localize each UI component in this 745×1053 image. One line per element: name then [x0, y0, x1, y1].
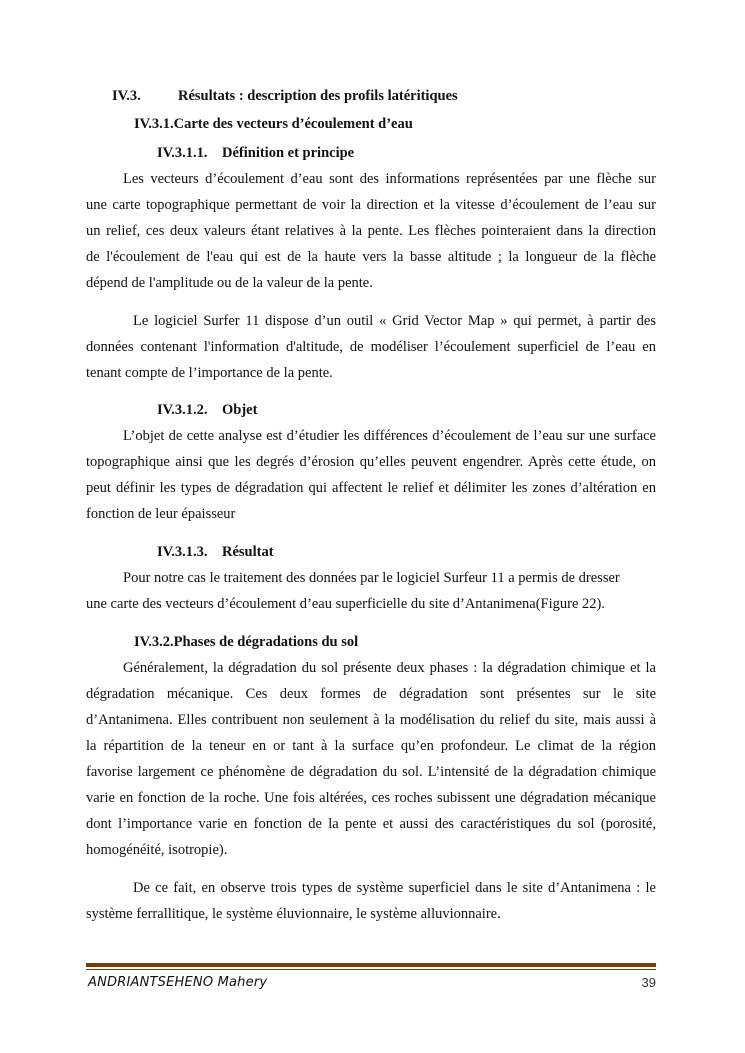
heading-iv3-1-1 — [157, 145, 354, 162]
text-line: tenant compte de l’importance de la pente. — [86, 365, 333, 381]
heading-number: IV.3. — [112, 88, 141, 104]
text-line: la répartition de la teneur en or tant à la surface qu’en profondeur. Le climat de la région — [86, 738, 656, 754]
heading-iv3-1-3 — [157, 544, 274, 561]
heading-number: IV.3.2. — [134, 634, 174, 650]
text-line: dépend de l'amplitude ou de la valeur de la pente. — [86, 275, 373, 291]
text-line: dont l’importance varie en fonction de la pente et aussi des caractéristiques du sol (porosité, — [86, 816, 656, 832]
heading-number: IV.3.1.1. — [157, 145, 208, 161]
paragraph-definition — [86, 166, 656, 296]
paragraph-systemes — [86, 875, 656, 927]
heading-number: IV.3.1. — [134, 116, 174, 132]
text-line: de l'écoulement de l'eau qui est de la haute vers la basse altitude ; la longueur de la flèche — [86, 249, 656, 265]
paragraph-resultat — [86, 565, 656, 617]
footer-rule-thin — [86, 969, 656, 970]
text-line: un relief, ces deux valeurs étant relatives à la pente. Les flèches pointeraient dans la direction — [86, 223, 656, 239]
heading-iv3-1 — [134, 116, 413, 133]
heading-title: Résultats : description des profils latéritiques — [178, 88, 458, 104]
text-line: d’Antanimena. Elles contribuent non seulement à la modélisation du relief du site, mais aussi à — [86, 712, 656, 728]
text-line: une carte des vecteurs d’écoulement d’eau superficielle du site d’Antanimena(Figure 22). — [86, 596, 605, 612]
heading-iv3-2 — [134, 634, 358, 651]
heading-iv3-1-2 — [157, 402, 257, 419]
text-line: Le logiciel Surfer 11 dispose d’un outil « Grid Vector Map » qui permet, à partir des — [133, 313, 656, 329]
text-line: données contenant l'information d'altitude, de modéliser l’écoulement superficiel de l’eau en — [86, 339, 656, 355]
text-line: Pour notre cas le traitement des données par le logiciel Surfeur 11 a permis de dresser — [123, 570, 620, 586]
heading-title: Carte des vecteurs d’écoulement d’eau — [173, 116, 413, 132]
heading-title: Définition et principe — [222, 145, 355, 161]
text-line: système ferrallitique, le système éluvionnaire, le système alluvionnaire. — [86, 906, 501, 922]
text-line: homogénéité, isotropie). — [86, 842, 228, 858]
heading-title: Objet — [222, 402, 258, 418]
paragraph-phases — [86, 655, 656, 863]
text-line: peut définir les types de dégradation qui affectent le relief et délimiter les zones d’altération en — [86, 480, 656, 496]
paragraph-objet — [86, 423, 656, 527]
paragraph-surfer — [86, 308, 656, 386]
text-line: dégradation mécanique. Ces deux formes de dégradation sont présentes sur le site — [86, 686, 656, 702]
text-line: Les vecteurs d’écoulement d’eau sont des informations représentées par une flèche sur — [123, 171, 656, 187]
heading-iv3 — [112, 88, 458, 105]
heading-title: Phases de dégradations du sol — [173, 634, 359, 650]
heading-number: IV.3.1.2. — [157, 402, 208, 418]
footer-rule — [86, 963, 656, 967]
heading-number: IV.3.1.3. — [157, 544, 208, 560]
text-line: topographique ainsi que les degrés d’érosion qu’elles peuvent engendrer. Après cette étude, on — [86, 454, 656, 470]
text-line: De ce fait, en observe trois types de système superficiel dans le site d’Antanimena : le — [133, 880, 656, 896]
text-line: Généralement, la dégradation du sol présente deux phases : la dégradation chimique et la — [123, 660, 656, 676]
text-line: L’objet de cette analyse est d’étudier les différences d’écoulement de l’eau sur une surface — [123, 428, 656, 444]
footer-author: ANDRIANTSEHENO Mahery — [88, 975, 268, 990]
text-line: fonction de leur épaisseur — [86, 506, 236, 522]
heading-title: Résultat — [222, 544, 274, 560]
text-line: une carte topographique permettant de voir la direction et la vitesse d’écoulement de l’eau sur — [86, 197, 656, 213]
page-number: 39 — [641, 975, 656, 990]
text-line: favorise largement ce phénomène de dégradation du sol. L’intensité de la dégradation chimique — [86, 764, 656, 780]
text-line: varie en fonction de la roche. Une fois altérées, ces roches subissent une dégradation mécanique — [86, 790, 656, 806]
